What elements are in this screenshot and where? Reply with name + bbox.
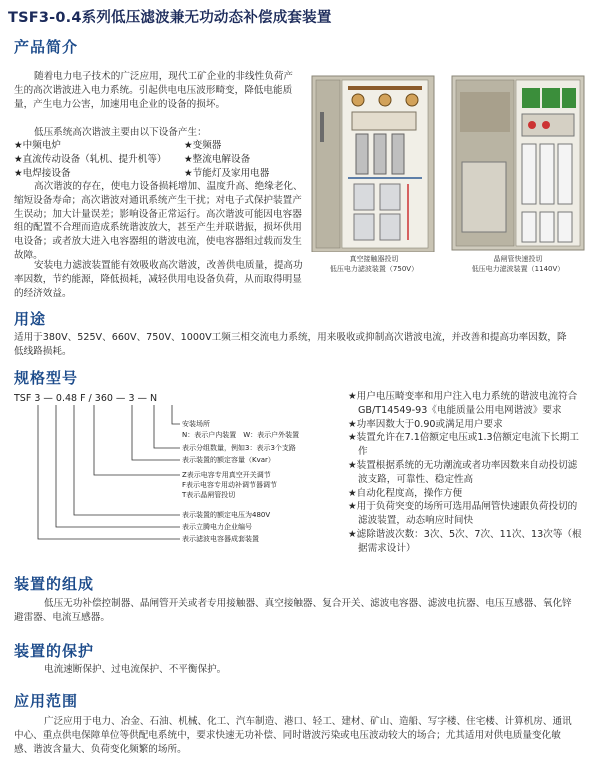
legend-line: 表示分组数量，例如3：表示3个支路 — [182, 444, 296, 452]
legend-line: 表示滤波电容器成套装置 — [182, 535, 259, 543]
cabinet-photo-thyristor — [450, 72, 586, 252]
equipment-item: ★中频电炉 — [14, 140, 61, 151]
feature-item: ★滤除谐波次数：3次、5次、7次、11次、13次等（根据需求设计） — [348, 528, 582, 554]
intro-paragraph-2: 低压系统高次谐波主要由以下设备产生： — [34, 127, 207, 138]
equipment-item: ★电焊接设备 — [14, 167, 71, 179]
feature-item: ★功率因数大于0.90或满足用户要求 — [348, 418, 503, 430]
legend-line: 表示装置的额定电压为480V — [182, 511, 271, 519]
equipment-item: ★节能灯及家用电器 — [184, 167, 270, 179]
cabinet-photo-vacuum — [308, 72, 438, 252]
equipment-item: ★整流电解设备 — [184, 153, 251, 165]
intro-paragraph-3: 高次谐波的存在，使电力设备损耗增加、温度升高、绝缘老化、缩短设备寿命；高次谐波对通讯系统产生干扰；对电子式保护装置产生误动；加大计量误差；影响设备正常运行。高次谐波可能因电容器组的配置不合理而造成系统谐波放大，甚至产生并联谐振，损坏供用电设备；或者放大进入电容器组的谐波电流，使电容器组过载而发生故障。 — [14, 181, 303, 261]
legend-line: N：表示户内装置 W：表示户外装置 — [182, 431, 300, 439]
model-code: TSF 3 — 0.48 F / 360 — 3 — N — [14, 393, 158, 404]
legend-line: 安装场所 — [182, 420, 210, 428]
section-heading-protection: 装置的保护 — [14, 642, 95, 660]
model-diagram — [14, 393, 344, 553]
use-text: 适用于380V、525V、660V、750V、1000V工频三相交流电力系统，用来吸收或抑制高次谐波电流，并改善和提高功率因数，降低线路损耗。 — [14, 332, 567, 357]
section-heading-model: 规格型号 — [14, 369, 79, 387]
section-heading-composition: 装置的组成 — [14, 575, 95, 593]
section-heading-range: 应用范围 — [14, 692, 79, 710]
feature-item: ★用于负荷突变的场所可选用晶闸管快速跟负荷投切的滤波装置，动态响应时间快 — [348, 501, 578, 527]
section-heading-intro: 产品简介 — [14, 38, 79, 56]
legend-line: Z表示电容专用真空开关调节 — [182, 471, 271, 479]
legend-line: T表示晶闸管投切 — [182, 491, 236, 499]
section-heading-use: 用途 — [14, 310, 47, 328]
range-text: 广泛应用于电力、冶金、石油、机械、化工、汽车制造、港口、轻工、建材、矿山、造船、写字楼、住宅楼、计算机房、通讯中心、重点供电保障单位等供配电系统中，要求快速无功补偿、同时谐波污染或电压波动较大的场合；尤其适用对供电质量变化敏感、谐波含量大、负荷变化频繁的场所。 — [14, 716, 572, 755]
legend-line: 表示立腾电力企业编号 — [182, 523, 252, 531]
protection-text: 电流速断保护、过电流保护、不平衡保护。 — [44, 664, 227, 675]
photo-caption-vacuum: 真空接触器投切 低压电力滤波装置（750V） — [329, 255, 419, 273]
feature-item: ★自动化程度高，操作方便 — [348, 487, 463, 499]
legend-line: 表示装置的额定容量（Kvar） — [182, 456, 275, 464]
equipment-list — [14, 139, 304, 180]
intro-paragraph-1: 随着电力电子技术的广泛应用，现代工矿企业的非线性负荷产生的高次谐波进入电力系统。引起供电电压波形畸变，降低电能质量，产生电力公害，加速用电企业的设备的损坏。 — [14, 71, 294, 110]
feature-item: ★用户电压畸变率和用户注入电力系统的谐波电流符合GB/T14549-93《电能质量公用电网谐波》要求 — [348, 391, 578, 416]
model-leader-lines — [14, 393, 344, 553]
feature-item: ★装置根据系统的无功潮流或者功率因数来自动投切滤波支路，可靠性、稳定性高 — [348, 459, 578, 485]
feature-list — [348, 390, 584, 556]
page-title: TSF3-0.4系列低压滤波兼无功动态补偿成套装置 — [8, 10, 332, 26]
equipment-item: ★直流传动设备（轧机、提升机等） — [14, 153, 167, 165]
equipment-item: ★变频器 — [184, 140, 222, 151]
feature-item: ★装置允许在7.1倍额定电压或1.3倍额定电流下长期工作 — [348, 432, 579, 458]
intro-paragraph-4: 安装电力滤波装置能有效吸收高次谐波，改善供电质量，提高功率因数，节约能源，降低损耗，减轻供用电设备负荷，从而取得明显的经济效益。 — [14, 260, 303, 299]
legend-line: F表示电容专用动补调节器调节 — [182, 481, 278, 489]
photo-caption-thyristor: 晶闸管快速投切 低压电力滤波装置（1140V） — [471, 255, 565, 273]
composition-text: 低压无功补偿控制器、晶闸管开关或者专用接触器、真空接触器、复合开关、滤波电容器、滤波电抗器、电压互感器、氧化锌避雷器、电流互感器。 — [14, 598, 572, 623]
